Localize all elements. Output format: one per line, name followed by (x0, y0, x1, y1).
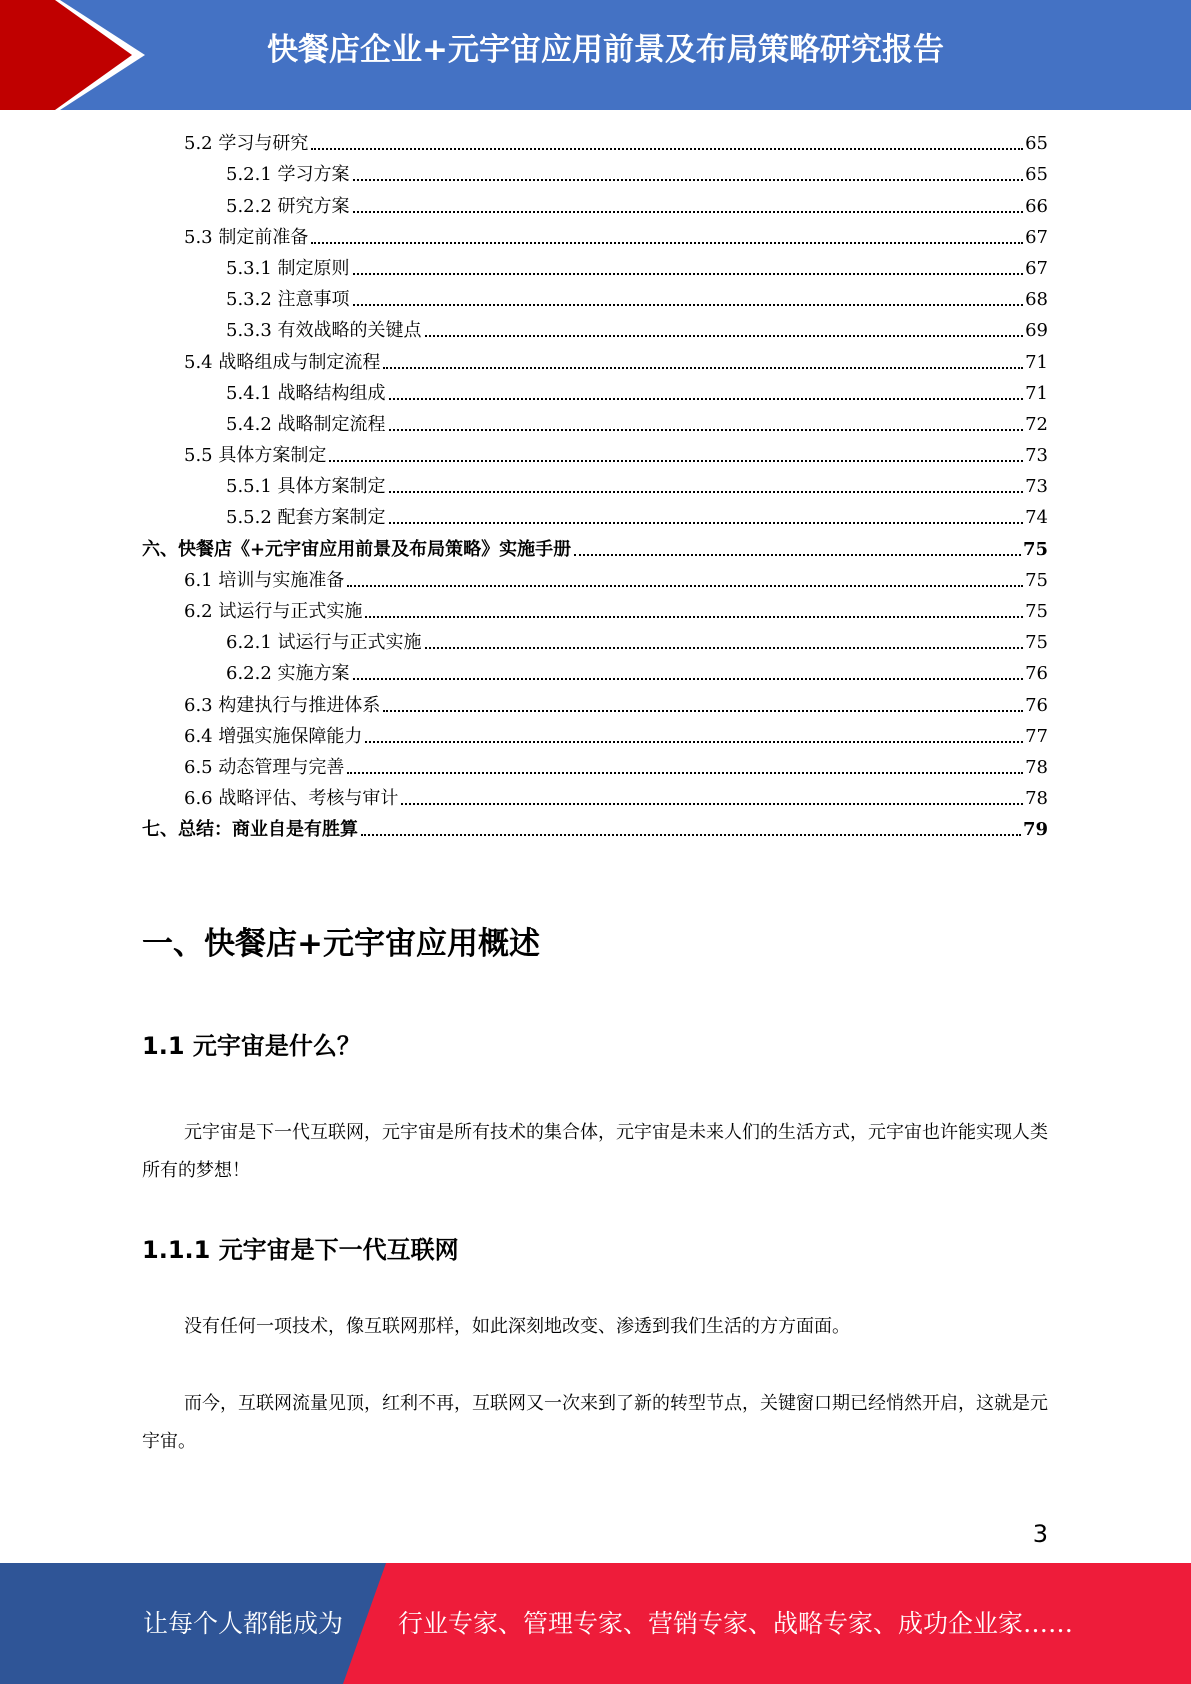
toc-entry[interactable] (142, 783, 1048, 814)
toc-entry[interactable] (142, 627, 1048, 658)
toc-entry-page: 69 (1025, 320, 1048, 342)
toc-entry-page: 72 (1025, 413, 1048, 435)
toc-dot-leader (353, 678, 1024, 680)
toc-dot-leader (425, 335, 1024, 337)
toc-entry-page: 71 (1025, 382, 1048, 404)
toc-dot-leader (365, 741, 1023, 743)
toc-entry[interactable] (142, 222, 1048, 253)
chapter-heading: 一、快餐店+元宇宙应用概述 (142, 926, 540, 962)
toc-entry-title: 5.2.2 研究方案 (226, 195, 350, 217)
toc-entry-title: 5.3.1 制定原则 (226, 257, 350, 279)
toc-dot-leader (353, 211, 1024, 213)
body-paragraph: 没有任何一项技术，像互联网那样，如此深刻地改变、渗透到我们生活的方方面面。 (184, 1316, 850, 1337)
toc-entry-page: 75 (1025, 601, 1048, 622)
toc-entry-page: 67 (1025, 226, 1048, 248)
toc-entry-page: 65 (1025, 133, 1048, 155)
toc-entry-page: 75 (1022, 538, 1048, 560)
toc-entry[interactable] (142, 814, 1048, 845)
toc-dot-leader (347, 772, 1023, 774)
toc-entry-page: 75 (1025, 569, 1048, 591)
toc-entry[interactable] (142, 502, 1048, 533)
toc-entry[interactable] (142, 190, 1048, 221)
table-of-contents (142, 128, 1048, 845)
toc-entry-title: 6.2 试运行与正式实施 (184, 601, 363, 622)
page-footer (0, 1563, 1191, 1684)
toc-entry-title: 5.5.1 具体方案制定 (226, 476, 386, 498)
toc-entry[interactable] (142, 378, 1048, 409)
toc-entry-page: 66 (1025, 195, 1048, 217)
toc-entry[interactable] (142, 346, 1048, 377)
toc-entry-page: 76 (1025, 663, 1048, 685)
page-header (0, 0, 1191, 110)
toc-entry-title: 6.6 战略评估、考核与审计 (184, 788, 399, 810)
toc-dot-leader (425, 647, 1024, 649)
toc-dot-leader (389, 522, 1024, 524)
toc-dot-leader (347, 585, 1023, 587)
toc-entry-title: 6.3 构建执行与推进体系 (184, 694, 381, 716)
toc-entry-title: 6.1 培训与实施准备 (184, 569, 345, 591)
toc-entry-title: 5.2 学习与研究 (184, 133, 309, 155)
toc-entry-page: 74 (1025, 507, 1048, 529)
toc-entry-title: 6.5 动态管理与完善 (184, 756, 345, 778)
toc-dot-leader (361, 834, 1021, 836)
toc-entry[interactable] (142, 284, 1048, 315)
toc-entry[interactable] (142, 409, 1048, 440)
toc-entry-page: 73 (1025, 476, 1048, 498)
toc-entry[interactable] (142, 721, 1048, 752)
toc-entry-page: 76 (1025, 694, 1048, 716)
toc-entry[interactable] (142, 315, 1048, 346)
toc-entry[interactable] (142, 440, 1048, 471)
toc-dot-leader (353, 273, 1024, 275)
page-number: 3 (1032, 1520, 1048, 1548)
toc-dot-leader (574, 554, 1021, 556)
toc-dot-leader (311, 242, 1023, 244)
toc-entry-page: 68 (1025, 289, 1048, 311)
toc-entry[interactable] (142, 128, 1048, 159)
body-paragraph: 而今，互联网流量见顶，红利不再，互联网又一次来到了新的转型节点，关键窗口期已经悄然开启，这就是元宇宙。 (142, 1393, 1048, 1452)
toc-entry-title: 6.4 增强实施保障能力 (184, 725, 363, 747)
toc-dot-leader (389, 429, 1024, 431)
toc-dot-leader (383, 710, 1023, 712)
toc-entry[interactable] (142, 658, 1048, 689)
toc-entry-page: 78 (1025, 788, 1048, 810)
subsection-heading: 1.1.1 元宇宙是下一代互联网 (142, 1236, 459, 1264)
toc-dot-leader (389, 491, 1024, 493)
toc-entry-page: 71 (1025, 351, 1048, 373)
toc-entry-page: 65 (1025, 164, 1048, 186)
toc-entry-title: 5.3.3 有效战略的关键点 (226, 320, 422, 342)
toc-entry-page: 75 (1025, 632, 1048, 654)
toc-entry-title: 5.5 具体方案制定 (184, 445, 327, 467)
toc-entry-page: 73 (1025, 445, 1048, 467)
footer-slogan-left: 让每个人都能成为 (143, 1609, 344, 1638)
toc-entry-title: 六、快餐店《+元宇宙应用前景及布局策略》实施手册 (142, 538, 572, 560)
toc-entry-page: 78 (1025, 756, 1048, 778)
body-paragraph: 元宇宙是下一代互联网，元宇宙是所有技术的集合体，元宇宙是未来人们的生活方式，元宇宙也许能实现人类所有的梦想！ (142, 1122, 1048, 1181)
toc-entry-title: 5.3.2 注意事项 (226, 289, 350, 311)
toc-entry-page: 79 (1022, 819, 1048, 841)
footer-slogan-right: 行业专家、管理专家、营销专家、战略专家、成功企业家…… (398, 1609, 1074, 1638)
toc-dot-leader (365, 616, 1023, 618)
toc-dot-leader (383, 367, 1023, 369)
toc-entry-title: 5.3 制定前准备 (184, 226, 309, 248)
toc-entry-page: 67 (1025, 257, 1048, 279)
toc-dot-leader (401, 803, 1023, 805)
toc-entry[interactable] (142, 565, 1048, 596)
toc-entry-title: 5.5.2 配套方案制定 (226, 507, 386, 529)
toc-entry-title: 七、总结：商业自是有胜算 (142, 819, 358, 841)
toc-entry[interactable] (142, 471, 1048, 502)
toc-entry[interactable] (142, 752, 1048, 783)
toc-dot-leader (353, 304, 1024, 306)
toc-entry[interactable] (142, 159, 1048, 190)
toc-entry[interactable] (142, 689, 1048, 720)
toc-dot-leader (353, 179, 1024, 181)
toc-entry-title: 6.2.2 实施方案 (226, 663, 350, 685)
toc-entry[interactable] (142, 533, 1048, 564)
toc-entry-title: 5.2.1 学习方案 (226, 164, 350, 186)
toc-entry-page: 77 (1025, 725, 1048, 747)
report-title: 快餐店企业+元宇宙应用前景及布局策略研究报告 (267, 32, 944, 68)
toc-entry[interactable] (142, 253, 1048, 284)
toc-entry-title: 5.4.2 战略制定流程 (226, 413, 386, 435)
toc-entry-title: 6.2.1 试运行与正式实施 (226, 632, 422, 654)
section-heading: 1.1 元宇宙是什么？ (142, 1032, 361, 1060)
toc-dot-leader (329, 460, 1023, 462)
toc-entry-title: 5.4.1 战略结构组成 (226, 382, 386, 404)
toc-dot-leader (389, 398, 1024, 400)
toc-dot-leader (311, 148, 1023, 150)
toc-entry-title: 5.4 战略组成与制定流程 (184, 351, 381, 373)
toc-entry[interactable] (142, 596, 1048, 627)
